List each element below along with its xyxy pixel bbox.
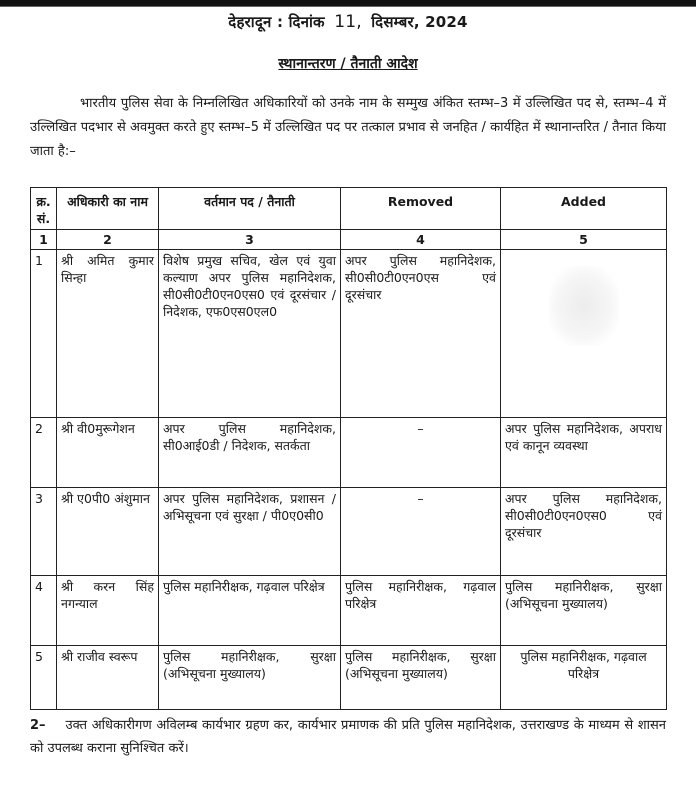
instruction-paragraph bbox=[30, 714, 666, 760]
table-row bbox=[31, 250, 667, 418]
place-label: देहरादून : दिनांक bbox=[228, 13, 325, 31]
column-number-row bbox=[31, 230, 667, 250]
header-added: Added bbox=[501, 188, 667, 230]
header-current-post: वर्तमान पद / तैनाती bbox=[159, 188, 341, 230]
paragraph-number: 2– bbox=[30, 718, 46, 733]
removed-charge: – bbox=[341, 418, 501, 488]
officer-name: श्री वी0मुरूगेशन bbox=[57, 418, 159, 488]
officer-name: श्री राजीव स्वरूप bbox=[57, 646, 159, 710]
added-post: अपर पुलिस महानिदेशक, अपराध एवं कानून व्यवस्था bbox=[501, 418, 667, 488]
officer-name: श्री ए0पी0 अंशुमान bbox=[57, 488, 159, 576]
table-row bbox=[31, 576, 667, 646]
row-serial: 2 bbox=[31, 418, 57, 488]
row-serial: 3 bbox=[31, 488, 57, 576]
row-serial: 4 bbox=[31, 576, 57, 646]
paragraph-text: उक्त अधिकारीगण अविलम्ब कार्यभार ग्रहण कर, कार्यभार प्रमाणक की प्रति पुलिस महानिदेशक, उत्तराखण्ड के माध्यम से शासन को उपलब्ध कराना सुनिश्चित करें। bbox=[30, 718, 666, 756]
current-post: अपर पुलिस महानिदेशक, प्रशासन / अभिसूचना एवं सुरक्षा / पी0ए0सी0 bbox=[159, 488, 341, 576]
removed-charge: – bbox=[341, 488, 501, 576]
officer-name: श्री अमित कुमार सिन्हा bbox=[57, 250, 159, 418]
table-row bbox=[31, 646, 667, 710]
removed-charge: पुलिस महानिरीक्षक, सुरक्षा (अभिसूचना मुख्यालय) bbox=[341, 646, 501, 710]
current-post: पुलिस महानिरीक्षक, गढ़वाल परिक्षेत्र bbox=[159, 576, 341, 646]
table-row bbox=[31, 488, 667, 576]
current-post: अपर पुलिस महानिदेशक, सी0आई0डी / निदेशक, सतर्कता bbox=[159, 418, 341, 488]
added-post-cell bbox=[501, 250, 667, 418]
table-row bbox=[31, 418, 667, 488]
place-date-line bbox=[0, 12, 696, 32]
date-day: 11, bbox=[334, 12, 362, 32]
transfer-table bbox=[30, 187, 667, 710]
blurred-stamp bbox=[549, 266, 619, 346]
header-serial: क्र. सं. bbox=[31, 188, 57, 230]
order-subject bbox=[0, 54, 696, 73]
intro-paragraph: भारतीय पुलिस सेवा के निम्नलिखित अधिकारियों को उनके नाम के सम्मुख अंकित स्तम्भ–3 में उल्लिखित पद से, स्तम्भ–4 में उल्लिखित पदभार से अवमुक्त करते हुए स्तम्भ–5 में उल्लिखित पद पर तत्काल प्रभाव से जनहित / कार्यहित में स्थानान्तरित / तैनात किया जाता है:– bbox=[30, 96, 666, 159]
header-removed: Removed bbox=[341, 188, 501, 230]
row-serial: 5 bbox=[31, 646, 57, 710]
subject-text: स्थानान्तरण / तैनाती आदेश bbox=[278, 56, 418, 72]
current-post: पुलिस महानिरीक्षक, सुरक्षा (अभिसूचना मुख्यालय) bbox=[159, 646, 341, 710]
current-post: विशेष प्रमुख सचिव, खेल एवं युवा कल्याण अपर पुलिस महानिदेशक, सी0सी0टी0एन0एस0 एवं दूरसंचार / निदेशक, एफ0एस0एल0 bbox=[159, 250, 341, 418]
col-number: 2 bbox=[57, 230, 159, 250]
col-number: 4 bbox=[341, 230, 501, 250]
added-post: पुलिस महानिरीक्षक, सुरक्षा (अभिसूचना मुख्यालय) bbox=[501, 576, 667, 646]
officer-name: श्री करन सिंह नगन्याल bbox=[57, 576, 159, 646]
header-officer-name: अधिकारी का नाम bbox=[57, 188, 159, 230]
removed-charge: अपर पुलिस महानिदेशक, सी0सी0टी0एन0एस एवं दूरसंचार bbox=[341, 250, 501, 418]
added-post: अपर पुलिस महानिदेशक, सी0सी0टी0एन0एस0 एवं दूरसंचार bbox=[501, 488, 667, 576]
col-number: 1 bbox=[31, 230, 57, 250]
removed-charge: पुलिस महानिरीक्षक, गढ़वाल परिक्षेत्र bbox=[341, 576, 501, 646]
col-number: 5 bbox=[501, 230, 667, 250]
added-post: पुलिस महानिरीक्षक, गढ़वाल परिक्षेत्र bbox=[501, 646, 667, 710]
col-number: 3 bbox=[159, 230, 341, 250]
date-month-year: दिसम्बर, 2024 bbox=[371, 13, 468, 31]
row-serial: 1 bbox=[31, 250, 57, 418]
top-border bbox=[0, 0, 696, 7]
table-header-row bbox=[31, 188, 667, 230]
